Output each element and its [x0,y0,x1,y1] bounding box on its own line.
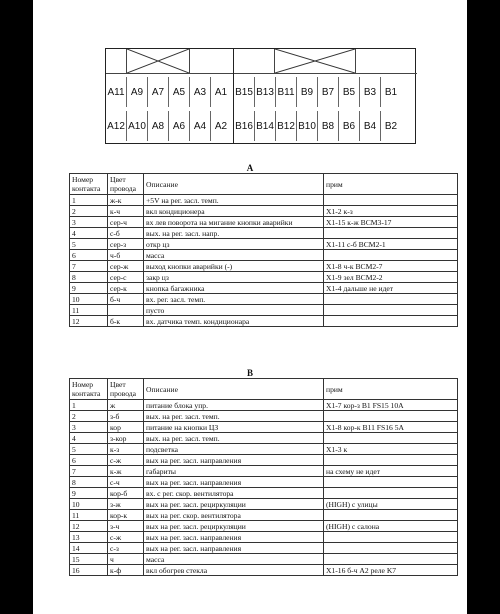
cell-note: X1-8 ч-к ВСМ2-7 [324,261,458,272]
cell-number: 7 [70,466,108,477]
cell-number: 1 [70,195,108,206]
connector-pin: B13 [255,77,276,107]
cell-color: ч [108,554,144,565]
cell-number: 9 [70,488,108,499]
cell-note: X1-11 с-б ВСМ2-1 [324,239,458,250]
cell-description: +5V на рег. засл. темп. [144,195,324,206]
cell-color: сер-з [108,239,144,250]
cell-note [324,305,458,316]
table-header-row [70,174,458,195]
cell-number: 8 [70,477,108,488]
cell-number: 3 [70,422,108,433]
cell-note [324,316,458,327]
table-row [70,239,458,250]
table-row [70,206,458,217]
cell-description: вых. на рег. засл. напр. [144,228,324,239]
connector-pin: A2 [214,120,228,132]
cell-note [324,488,458,499]
header-color: Цвет провода [108,174,144,195]
connector-pin: B8 [318,111,339,141]
connector-pin: A10 [127,111,148,141]
cell-number: 4 [70,433,108,444]
cell-description: откр цз [144,239,324,250]
cell-note: (HIGH) с салона [324,521,458,532]
cell-number: 12 [70,521,108,532]
table-row [70,272,458,283]
document-page [33,0,467,614]
connector-pin: B6 [339,111,360,141]
table-row [70,250,458,261]
latch-blank [234,49,275,74]
cell-note [324,554,458,565]
cell-note: X1-8 кор-к B11 FS16 5A [324,422,458,433]
cell-description: подсветка [144,444,324,455]
connector-a-latch-row [106,49,254,73]
table-row [70,228,458,239]
connector-a-bottom-row [106,111,231,141]
table-row [70,488,458,499]
cell-number: 14 [70,543,108,554]
cell-description: вх. датчика темп. кондиционара [144,316,324,327]
cell-color: сер-к [108,283,144,294]
cell-note [324,195,458,206]
cell-note [324,228,458,239]
connector-pin: A6 [169,111,190,141]
table-row [70,433,458,444]
cell-description: вых на рег. засл. направления [144,477,324,488]
cell-color: к-ф [108,565,144,576]
connector-pin: A4 [190,111,211,141]
cell-description: масса [144,554,324,565]
connector-a-top-row [106,77,231,107]
cell-description: вых на рег. засл. направления [144,455,324,466]
latch-cross-icon [127,49,190,74]
latch-blank [106,49,127,74]
connector-pin: B10 [297,111,318,141]
connector-b-bottom-row [234,111,401,141]
cell-number: 10 [70,499,108,510]
connector-pin: B5 [339,77,360,107]
connector-b-latch-row [234,49,417,73]
cell-color: кор [108,422,144,433]
cell-note: X1-4 дальше не идет [324,283,458,294]
cell-note [324,411,458,422]
cell-description: кнопка багажника [144,283,324,294]
cell-note [324,294,458,305]
cell-number: 2 [70,411,108,422]
connector-pin: B4 [360,111,381,141]
connector-pin: B15 [234,77,255,107]
table-row [70,521,458,532]
header-description: Описание [144,379,324,400]
table-row [70,466,458,477]
cell-number: 5 [70,444,108,455]
connector-b-top-row [234,77,401,107]
cell-number: 11 [70,510,108,521]
connector-pin: B1 [384,86,398,98]
connector-pin: A3 [190,77,211,107]
cell-note [324,477,458,488]
table-a-title: A [246,163,254,173]
table-row [70,261,458,272]
table-row [70,422,458,433]
connector-pin: A1 [214,86,228,98]
header-number: Номер контакта [70,174,108,195]
cell-color: сер-с [108,272,144,283]
connector-pin: B14 [255,111,276,141]
connector-pin: B2 [384,120,398,132]
table-b-title: B [246,368,253,378]
cell-note: X1-2 к-з [324,206,458,217]
cell-number: 13 [70,532,108,543]
table-row [70,294,458,305]
cell-description: вых на рег. засл. рециркуляции [144,499,324,510]
cell-note [324,510,458,521]
cell-description: выход кнопки аварийки (-) [144,261,324,272]
table-row [70,543,458,554]
cell-number: 1 [70,400,108,411]
cell-color: кор-б [108,488,144,499]
connector-pin: B11 [276,77,297,107]
cell-note [324,433,458,444]
cell-color: ж [108,400,144,411]
cell-color: кор-к [108,510,144,521]
header-note: прим [324,174,458,195]
table-row [70,444,458,455]
connector-pin: B3 [360,77,381,107]
cell-description: пусто [144,305,324,316]
cell-description: вых на рег. засл. направления [144,543,324,554]
cell-number: 7 [70,261,108,272]
cell-color: з-кор [108,433,144,444]
cell-description: вых на рег. засл. направления [144,532,324,543]
cell-color: к-ч [108,206,144,217]
cell-note: X1-9 зел ВСМ2-2 [324,272,458,283]
connector-pin: A12 [106,111,127,141]
table-row [70,554,458,565]
cell-number: 8 [70,272,108,283]
cell-color: с-ч [108,477,144,488]
cell-description: питание на кнопки ЦЗ [144,422,324,433]
cell-note: X1-16 б-ч A2 реле K7 [324,565,458,576]
cell-note: на схему не идет [324,466,458,477]
cell-number: 3 [70,217,108,228]
cell-note: X1-3 к [324,444,458,455]
table-row [70,532,458,543]
cell-color: сер-ж [108,261,144,272]
cell-description: вх. рег. засл. темп. [144,294,324,305]
cell-note [324,543,458,554]
latch-blank [356,49,417,74]
cell-note [324,250,458,261]
connector-pin: A9 [127,77,148,107]
cell-note: X1-7 кор-з B1 FS15 10A [324,400,458,411]
table-row [70,411,458,422]
table-row [70,305,458,316]
table-header-row [70,379,458,400]
cell-color: ч-б [108,250,144,261]
cell-number: 15 [70,554,108,565]
connector-pin: A5 [169,77,190,107]
header-description: Описание [144,174,324,195]
cell-color: б-к [108,316,144,327]
cell-number: 6 [70,250,108,261]
table-a [69,173,458,327]
cell-description: масса [144,250,324,261]
cell-description: питание блока упр. [144,400,324,411]
cell-description: вых на рег. засл. рециркуляции [144,521,324,532]
header-color: Цвет провода [108,379,144,400]
cell-note [324,532,458,543]
table-row [70,217,458,228]
table-row [70,400,458,411]
cell-note [324,455,458,466]
table-row [70,499,458,510]
cell-description: вкл обогрев стекла [144,565,324,576]
table-row [70,510,458,521]
cell-number: 10 [70,294,108,305]
connector-a-diagram [105,48,254,144]
cell-number: 4 [70,228,108,239]
cell-description: габариты [144,466,324,477]
cell-number: 11 [70,305,108,316]
cell-color: с-ж [108,455,144,466]
table-row [70,195,458,206]
connector-pin: B7 [318,77,339,107]
cell-number: 9 [70,283,108,294]
connector-pin: A8 [148,111,169,141]
header-note: прим [324,379,458,400]
cell-description: вых. на рег. засл. темп. [144,411,324,422]
cell-description: вкл кондиционера [144,206,324,217]
cell-color: з-ч [108,521,144,532]
connector-pin: B12 [276,111,297,141]
cell-color [108,305,144,316]
cell-color: с-б [108,228,144,239]
cell-description: вх лев поворота на мигание кнопки аварийки [144,217,324,228]
table-row [70,283,458,294]
cell-description: вых. на рег. засл. темп. [144,433,324,444]
cell-color: з-ж [108,499,144,510]
cell-color: с-ж [108,532,144,543]
cell-number: 5 [70,239,108,250]
connector-b-diagram [233,48,416,144]
cell-color: к-з [108,444,144,455]
cell-color: с-з [108,543,144,554]
latch-cross-icon [275,49,356,74]
connector-pin: A11 [106,77,127,107]
cell-color: к-ж [108,466,144,477]
cell-number: 12 [70,316,108,327]
cell-note: X1-15 к-ж ВСМ3-17 [324,217,458,228]
connector-pin: B9 [297,77,318,107]
cell-number: 2 [70,206,108,217]
cell-color: б-ч [108,294,144,305]
cell-description: вых на рег. скор. вентилятора [144,510,324,521]
table-b [69,378,458,576]
table-row [70,455,458,466]
header-number: Номер контакта [70,379,108,400]
cell-note: (HIGH) с улицы [324,499,458,510]
table-row [70,316,458,327]
cell-color: ж-к [108,195,144,206]
cell-number: 6 [70,455,108,466]
table-row [70,477,458,488]
connector-pin: B16 [234,111,255,141]
cell-description: закр цз [144,272,324,283]
cell-description: вх. с рег. скор. вентилятора [144,488,324,499]
cell-color: сер-ч [108,217,144,228]
connector-pin: A7 [148,77,169,107]
table-row [70,565,458,576]
cell-number: 16 [70,565,108,576]
cell-color: з-б [108,411,144,422]
